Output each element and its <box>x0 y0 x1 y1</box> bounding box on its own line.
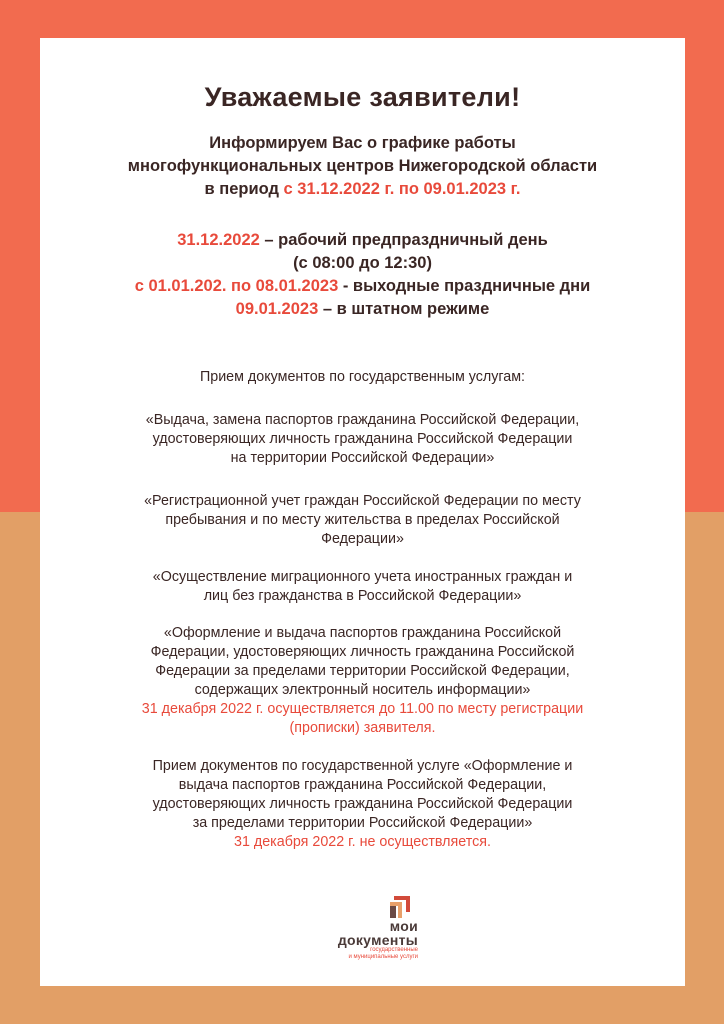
intro-period-prefix: в период <box>204 180 284 198</box>
service-item-line: пребывания и по месту жительства в пределах Российской <box>165 512 560 528</box>
schedule-text: (с 08:00 до 12:30) <box>293 254 432 272</box>
final-line: за пределами территории Российской Федерации» <box>192 814 533 831</box>
service-note: 31 декабря 2022 г. осуществляется до 11.00 по месту регистрации <box>141 701 584 717</box>
schedule-text: – в штатном режиме <box>318 300 490 318</box>
logo-tagline: государственные <box>370 947 418 953</box>
service-note: (прописки) заявителя. <box>289 720 436 736</box>
services-heading: Прием документов по государственным услугам: <box>199 369 526 385</box>
service-item-line: «Оформление и выдача паспортов гражданина Российской <box>163 625 562 641</box>
schedule-date: с 01.01.202. по 08.01.2023 <box>134 277 339 295</box>
final-line: Прием документов по государственной услуге «Оформление и <box>152 757 573 774</box>
service-item-line: Федерации за пределами территории Российской Федерации, <box>155 663 570 679</box>
service-item-line: содержащих электронный носитель информации» <box>194 682 531 698</box>
service-item-line: на территории Российской Федерации» <box>230 450 495 466</box>
schedule-block <box>40 229 685 321</box>
intro-line <box>40 178 685 201</box>
service-item-line: «Регистрационной учет граждан Российской Федерации по месту <box>144 493 581 509</box>
moi-dokumenty-logo <box>310 894 420 974</box>
service-item-line: «Осуществление миграционного учета иностранных граждан и <box>152 568 573 585</box>
service-item-line: «Выдача, замена паспортов гражданина Российской Федерации, <box>145 412 580 428</box>
logo-line: мои <box>389 918 418 934</box>
schedule-line <box>40 275 685 298</box>
schedule-text: - выходные праздничные дни <box>338 277 591 295</box>
page-title: Уважаемые заявители! <box>204 82 521 112</box>
intro-line: многофункциональных центров Нижегородской области <box>127 157 598 175</box>
schedule-line <box>40 298 685 321</box>
service-item-line: лиц без гражданства в Российской Федерации» <box>203 587 522 604</box>
logo-line: документы <box>337 932 418 948</box>
service-item-line: Федерации, удостоверяющих личность гражданина Российской <box>150 644 575 660</box>
intro-period-dates: с 31.12.2022 г. по 09.01.2023 г. <box>283 180 521 198</box>
logo-mark-icon <box>388 894 412 920</box>
final-line: выдача паспортов гражданина Российской Федерации, <box>178 776 547 793</box>
service-item-line: Федерации» <box>321 531 404 547</box>
intro-line: Информируем Вас о графике работы <box>209 134 516 152</box>
intro-block <box>40 132 685 201</box>
schedule-date: 31.12.2022 <box>177 231 260 249</box>
notice-card <box>40 38 685 986</box>
schedule-date: 09.01.2023 <box>235 300 319 318</box>
service-item-line: удостоверяющих личность гражданина Российской Федерации <box>152 431 573 447</box>
schedule-line <box>40 252 685 275</box>
logo-text <box>310 920 418 961</box>
final-note: 31 декабря 2022 г. не осуществляется. <box>234 833 491 850</box>
services-block <box>40 368 685 852</box>
schedule-text: – рабочий предпраздничный день <box>259 231 548 249</box>
logo-tagline: и муниципальные услуги <box>348 954 418 960</box>
schedule-line <box>40 229 685 252</box>
final-line: удостоверяющих личность гражданина Российской Федерации <box>152 795 573 812</box>
